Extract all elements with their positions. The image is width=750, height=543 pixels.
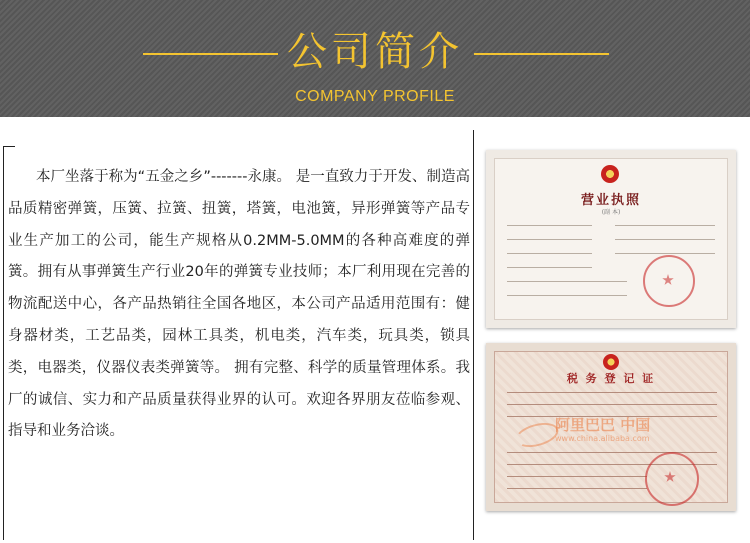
header-banner [0, 0, 750, 117]
frame-divider-line [473, 130, 474, 540]
watermark-url: www.china.alibaba.com [555, 434, 650, 443]
official-seal-icon [645, 452, 699, 506]
business-license-subtitle: (副 本) [601, 209, 621, 216]
watermark-text: 阿里巴巴 中国 [555, 416, 651, 434]
title-rule-right [474, 53, 609, 55]
alibaba-logo-icon [513, 419, 561, 452]
frame-left-line [3, 146, 4, 540]
business-license-image [486, 150, 736, 328]
national-emblem-icon [601, 165, 619, 183]
business-license-title: 营业执照 [580, 193, 641, 208]
official-seal-icon [643, 255, 695, 307]
national-emblem-icon [603, 354, 619, 370]
page-title: 公司简介 [287, 29, 463, 75]
tax-registration-frame [494, 351, 728, 503]
tax-registration-title: 税 务 登 记 证 [566, 372, 656, 385]
frame-top-line [3, 146, 15, 147]
tax-registration-image [486, 343, 736, 511]
business-license-frame [494, 158, 728, 320]
page-subtitle: COMPANY PROFILE [295, 88, 455, 105]
company-description: 本厂坐落于称为“五金之乡”-------永康。 是一直致力于开发、制造高品质精密弹簧，压簧、拉簧、扭簧，塔簧，电池簧，异形弹簧等产品专业生产加工的公司，能生产规格从0.2MM-5.0MM的各种高难度的弹簧。拥有从事弹簧生产行业20年的弹簧专业技师；本厂利用现在完善的物流配送中心，各产品热销往全国各地区，本公司产品适用范围有：健身器材类，工艺品类，园林工具类，机电类，汽车类，玩具类，锁具类，电器类，仪器仪表类弹簧等。 拥有完整、科学的质量管理体系。我厂的诚信、实力和产品质量获得业界的认可。欢迎各界朋友莅临参观、指导和业务洽谈。 [8, 169, 470, 440]
